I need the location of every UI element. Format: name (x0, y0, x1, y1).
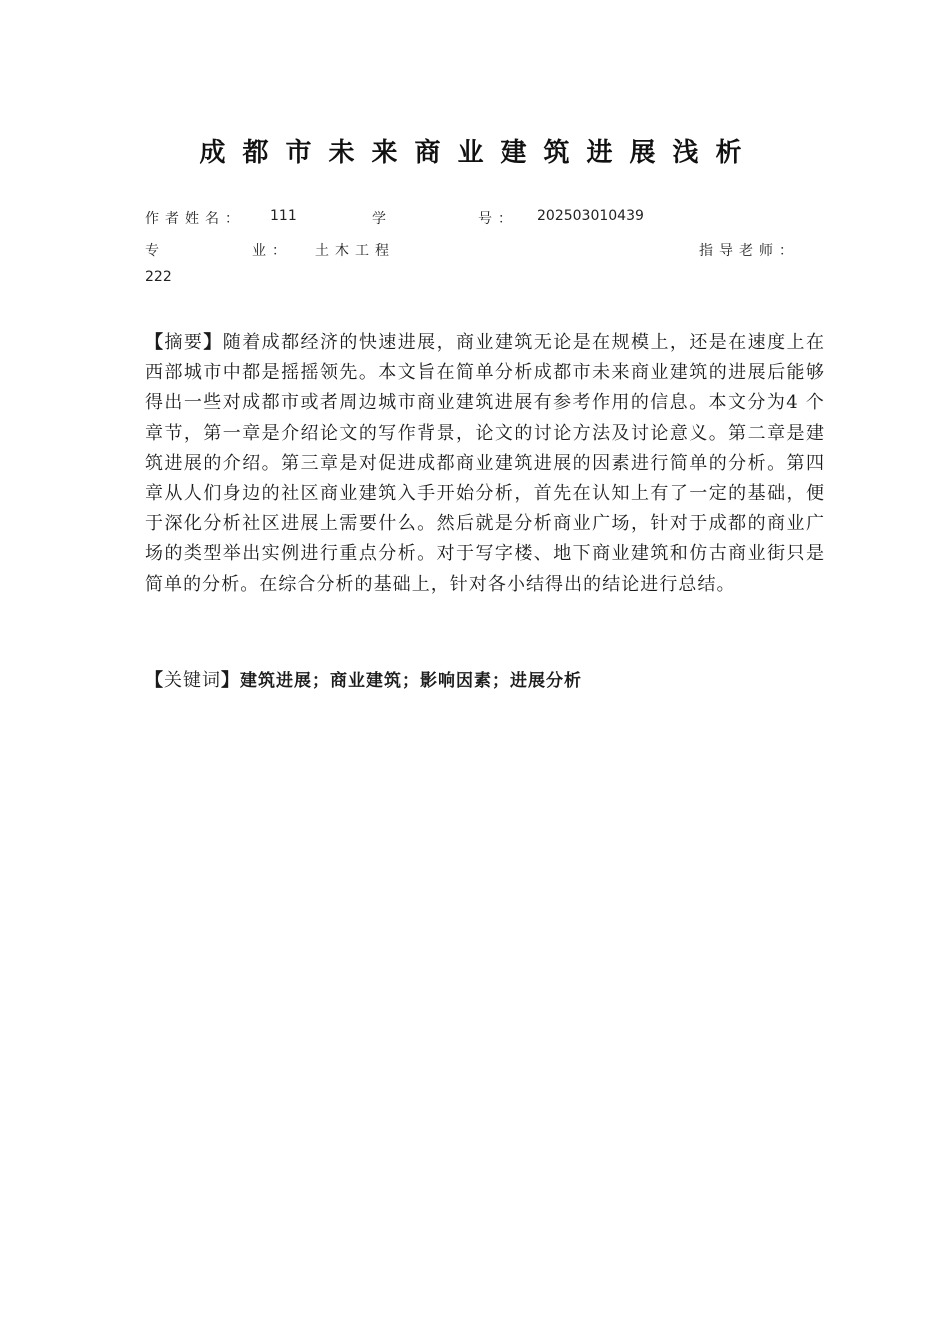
advisor-value: 222 (145, 269, 172, 285)
major-value: 土木工程 (315, 243, 395, 259)
author-value: 111 (270, 208, 297, 224)
student-id-label-left: 学 (372, 211, 386, 227)
major-label-left: 专 (145, 243, 159, 259)
keywords-line (145, 666, 582, 696)
abstract-paragraph (145, 328, 825, 600)
keywords-bracket-close: 】 (221, 670, 240, 691)
keywords-bracket-open: 【 (145, 670, 164, 691)
keywords-label: 关键词 (164, 670, 221, 691)
major-label-right: 业： (252, 243, 292, 259)
document-title: 成都市未来商业建筑进展浅析 (199, 138, 759, 168)
advisor-label: 指导老师： (699, 243, 799, 259)
abstract-text: 随着成都经济的快速进展，商业建筑无论是在规模上，还是在速度上在西部城市中都是摇摇领先。本文旨在简单分析成都市未来商业建筑的进展后能够得出一些对成都市或者周边城市商业建筑进展有参考作用的信息。本文分为4 个章节，第一章是介绍论文的写作背景，论文的讨论方法及讨论意义。第二章是建筑进展的介绍。第三章是对促进成都商业建筑进展的因素进行简单的分析。第四章从人们身边的社区商业建筑入手开始分析，首先在认知上有了一定的基础，便于深化分析社区进展上需要什么。然后就是分析商业广场，针对于成都的商业广场的类型举出实例进行重点分析。对于写字楼、地下商业建筑和仿古商业街只是简单的分析。在综合分析的基础上，针对各小结得出的结论进行总结。 (145, 332, 826, 595)
abstract-bracket-open: 【 (145, 332, 165, 353)
abstract-label: 摘要 (164, 332, 204, 353)
keywords-text: 建筑进展；商业建筑；影响因素；进展分析 (240, 671, 582, 691)
author-label: 作者姓名： (145, 211, 245, 227)
student-id-value: 202503010439 (537, 208, 644, 224)
student-id-label-right: 号： (478, 211, 518, 227)
abstract-bracket-close: 】 (203, 332, 223, 353)
